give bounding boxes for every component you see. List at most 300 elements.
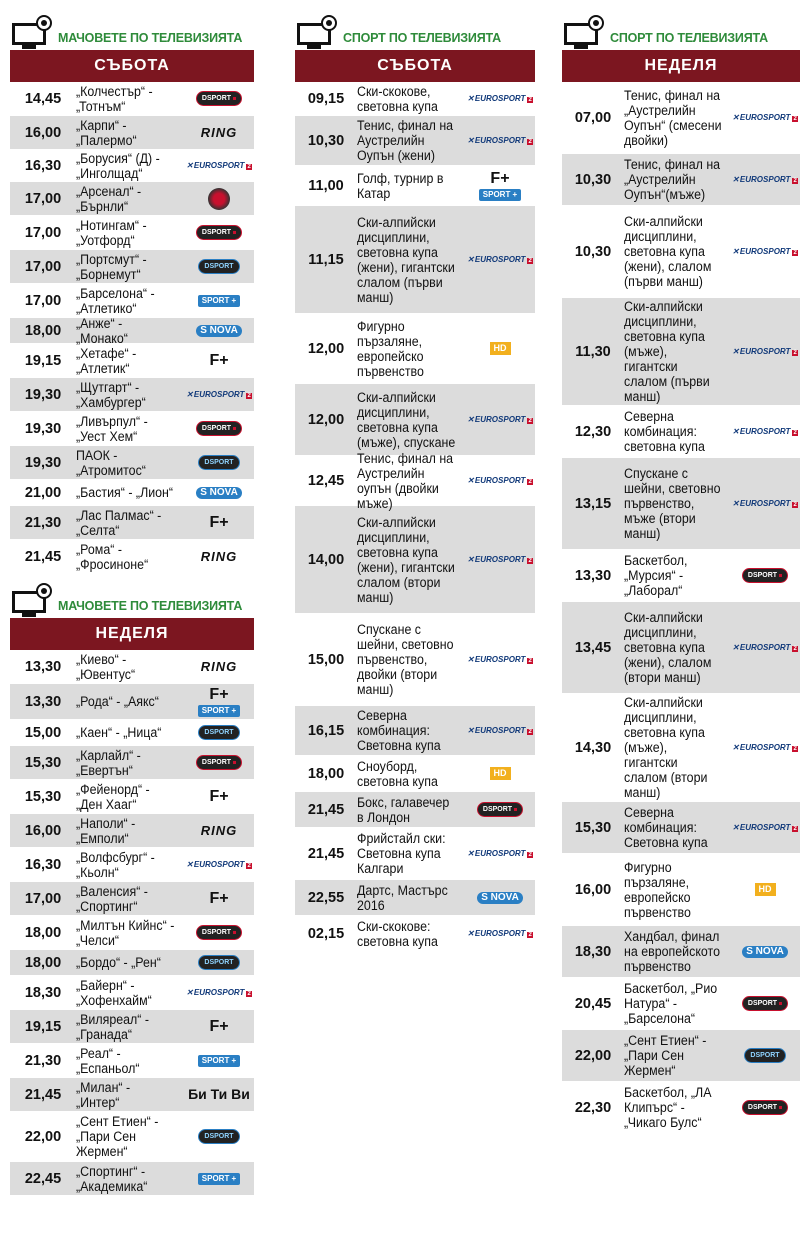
schedule-row: [10, 684, 254, 720]
eurosport-logo: ✕ EUROSPORT 2: [732, 348, 798, 356]
schedule-row: [295, 792, 535, 828]
event-description: „Киево“ - „Ювентус“: [76, 651, 136, 682]
diema-sport2-logo: DSPORT: [198, 725, 239, 740]
schedule-row: [562, 406, 800, 458]
channel-logo: [465, 342, 535, 355]
schedule-row: [10, 1044, 254, 1078]
schedule-row: [10, 116, 254, 150]
schedule-list: [295, 82, 535, 952]
schedule-row: [10, 780, 254, 814]
event-time: 14,30: [574, 739, 612, 756]
event-description: „Борусия“ (Д) - „Инголщад“: [76, 150, 160, 181]
tv-ball-icon: [295, 21, 337, 51]
channel-logo: [184, 824, 254, 837]
event-time: 17,00: [24, 224, 62, 241]
event-time: 21,45: [307, 801, 345, 818]
event-time: 13,15: [574, 495, 612, 512]
event-time: 19,30: [24, 454, 62, 471]
ring-logo: RING: [200, 549, 238, 564]
event-description: „Рода“ - „Аякс“: [76, 694, 159, 709]
channel-logo: [730, 348, 800, 356]
event-time: 14,00: [307, 551, 345, 568]
event-time: 17,00: [24, 258, 62, 275]
channel-logo: [465, 556, 535, 564]
event-time: 18,30: [24, 984, 62, 1001]
schedule-list: [562, 82, 800, 1134]
event-description: „Бордо“ - „Рен“: [76, 955, 161, 970]
event-description: Ски-алпийски дисциплини, световна купа (мъже), гигантски слалом (втори манш): [624, 695, 708, 800]
event-description: Баскетбол, „Рио Натура“ - „Барселона“: [624, 981, 718, 1026]
eurosport-logo: ✕ EUROSPORT 2: [732, 176, 798, 184]
channel-logo: [465, 850, 535, 858]
schedule-row: [562, 1082, 800, 1134]
event-time: 15,00: [307, 651, 345, 668]
schedule-row: [10, 216, 254, 250]
event-time: 09,15: [307, 90, 345, 107]
eurosport-logo: ✕ EUROSPORT 2: [467, 727, 533, 735]
channel-logo: [184, 421, 254, 436]
channel-logo: [730, 176, 800, 184]
column-1: [10, 0, 254, 1196]
channel-logo: [730, 114, 800, 122]
event-description: Ски-алпийски дисциплини, световна купа (жени), слалом (първи манш): [624, 214, 712, 289]
channel-logo: [184, 162, 254, 170]
event-description: Тенис, финал на „Аустрелийн Оупън“(мъже): [624, 157, 721, 202]
section-header-2: [10, 594, 254, 618]
schedule-row: [562, 298, 800, 406]
channel-logo: [730, 824, 800, 832]
event-time: 17,00: [24, 890, 62, 907]
event-description: Ски-скокове, световна купа: [357, 83, 438, 114]
event-description: „Лас Палмас“ - „Селта“: [76, 507, 162, 538]
schedule-row: [295, 614, 535, 706]
channel-logo: [184, 126, 254, 139]
channel-logo: [465, 416, 535, 424]
channel-logo: [184, 455, 254, 470]
schedule-row: [10, 1010, 254, 1044]
channel-logo: [184, 925, 254, 940]
schedule-row: [10, 82, 254, 116]
event-description: „Щутгарт“ - „Хамбургер“: [76, 379, 146, 410]
diema-sport-logo: DSPORT: [477, 802, 523, 817]
event-description: Баскетбол, „ЛА Клипърс“ - „Чикаго Булс“: [624, 1085, 712, 1130]
event-time: 10,30: [307, 132, 345, 149]
schedule-row: [10, 284, 254, 318]
event-time: 18,00: [24, 924, 62, 941]
schedule-row: [295, 314, 535, 384]
event-time: 07,00: [574, 109, 612, 126]
schedule-row: [10, 848, 254, 882]
sport-plus-logo: SPORT +: [198, 295, 240, 307]
channel-logo: [730, 500, 800, 508]
channel-logo: [184, 789, 254, 805]
channel-logo: [184, 550, 254, 563]
schedule-row: [562, 802, 800, 854]
event-description: „Реал“ - „Еспаньол“: [76, 1045, 140, 1076]
eurosport-logo: ✕ EUROSPORT 2: [186, 391, 252, 399]
fplus-sport-logo: [479, 171, 521, 201]
tv-football-icon: [10, 21, 52, 51]
event-description: „Карлайл“ - „Евертън“: [76, 747, 141, 778]
event-description: „Милтън Кийнс“ - „Челси“: [76, 917, 175, 948]
event-time: 21,45: [307, 845, 345, 862]
event-description: Фигурно пързаляне, европейско първенство: [624, 859, 691, 920]
schedule-row: [295, 116, 535, 166]
day-header: НЕДЕЛЯ: [10, 618, 254, 650]
schedule-row: [295, 706, 535, 756]
tv-football-icon: [10, 589, 52, 619]
event-description: Ски-алпийски дисциплини, световна купа (жени), слалом (втори манш): [624, 610, 712, 685]
event-description: „Бастия“ - „Лион“: [76, 485, 174, 500]
channel-logo: [184, 891, 254, 907]
eurosport-logo: ✕ EUROSPORT 2: [467, 416, 533, 424]
channel-logo: [184, 391, 254, 399]
schedule-list: [10, 82, 254, 574]
schedule-row: [10, 182, 254, 216]
channel-logo: [184, 91, 254, 106]
schedule-row: [10, 746, 254, 780]
event-time: 21,00: [24, 484, 62, 501]
event-description: Сноуборд, световна купа: [357, 758, 438, 789]
schedule-row: [10, 976, 254, 1010]
schedule-row: [10, 950, 254, 976]
fplus-logo: F+: [490, 169, 510, 187]
diema-sport2-logo: DSPORT: [198, 1129, 239, 1144]
event-description: „Фейенорд“ - „Ден Хааг“: [76, 781, 150, 812]
channel-logo: [184, 188, 254, 210]
event-time: 15,30: [574, 819, 612, 836]
column-3: [562, 0, 800, 1134]
event-time: 22,55: [307, 889, 345, 906]
eurosport-logo: ✕ EUROSPORT 2: [186, 989, 252, 997]
section-title: МАЧОВЕТЕ ПО ТЕЛЕВИЗИЯТА: [58, 599, 243, 613]
event-time: 17,00: [24, 292, 62, 309]
diema-sport-logo: DSPORT: [742, 1100, 788, 1115]
event-time: 19,15: [24, 352, 62, 369]
sport-plus-logo: SPORT +: [479, 189, 521, 201]
eurosport-logo: ✕ EUROSPORT 2: [467, 556, 533, 564]
channel-logo: [184, 295, 254, 307]
event-time: 16,00: [574, 881, 612, 898]
schedule-row: [562, 550, 800, 602]
event-description: Баскетбол, „Мурсия“ - „Лаборал“: [624, 553, 688, 598]
schedule-row: [562, 602, 800, 694]
channel-logo: [465, 256, 535, 264]
channel-logo: [184, 1087, 254, 1102]
event-time: 10,30: [574, 243, 612, 260]
event-description: „Волфсбург“ - „Кьолн“: [76, 849, 155, 880]
event-description: „Байерн“ - „Хофенхайм“: [76, 977, 152, 1008]
channel-logo: [184, 325, 254, 337]
event-time: 11,30: [575, 343, 611, 360]
eurosport-logo: ✕ EUROSPORT 2: [467, 95, 533, 103]
event-time: 21,30: [24, 1052, 62, 1069]
schedule-list: [10, 650, 254, 1196]
sport-plus-logo: SPORT +: [198, 1055, 240, 1067]
event-time: 13,30: [24, 693, 62, 710]
schedule-row: [10, 882, 254, 916]
schedule-row: [10, 315, 254, 346]
event-time: 12,45: [307, 472, 345, 489]
event-description: „Сент Етиен“ - „Пари Сен Жермен“: [624, 1033, 707, 1078]
schedule-row: [295, 82, 535, 116]
event-description: Тенис, финал на Аустрелийн оупън (двойки мъже): [357, 450, 454, 511]
event-time: 18,00: [24, 954, 62, 971]
btv-logo: Би Ти Ви: [188, 1086, 250, 1102]
event-time: 21,45: [24, 1086, 62, 1103]
day-header: СЪБОТА: [10, 50, 254, 82]
event-time: 14,45: [24, 90, 62, 107]
schedule-row: [10, 1112, 254, 1162]
event-description: „Хетафе“ - „Атлетик“: [76, 345, 137, 376]
event-description: Бокс, галавечер в Лондон: [357, 794, 450, 825]
eurosport-logo: ✕ EUROSPORT 2: [732, 248, 798, 256]
event-description: Северна комбинация: Световна купа: [624, 805, 708, 850]
event-time: 13,30: [574, 567, 612, 584]
event-description: „Сент Етиен“ - „Пари Сен Жермен“: [76, 1114, 159, 1159]
event-time: 16,00: [24, 124, 62, 141]
schedule-row: [562, 1030, 800, 1082]
channel-logo: [465, 802, 535, 817]
event-time: 18,00: [24, 322, 62, 339]
schedule-row: [295, 880, 535, 916]
eurosport-logo: ✕ EUROSPORT 2: [732, 824, 798, 832]
event-description: Тенис, финал на „Аустрелийн Оупън“ (смесени двойки): [624, 87, 722, 148]
diema-sport-logo: DSPORT: [742, 996, 788, 1011]
fplus-logo: F+: [209, 685, 229, 703]
fplus-sport-logo: [198, 687, 240, 717]
event-description: Голф, турнир в Катар: [357, 170, 444, 201]
event-time: 12,00: [307, 411, 345, 428]
bnt-hd-logo: HD: [755, 883, 776, 896]
event-time: 18,00: [307, 765, 345, 782]
event-time: 19,30: [24, 386, 62, 403]
event-description: „Портсмут“ - „Борнемут“: [76, 251, 147, 282]
schedule-row: [295, 166, 535, 206]
schedule-row: [295, 756, 535, 792]
schedule-row: [10, 150, 254, 182]
schedule-row: [10, 250, 254, 284]
channel-logo: [465, 767, 535, 780]
event-description: „Колчестър“ - „Тотнъм“: [76, 83, 153, 114]
diema-sport-logo: DSPORT: [196, 421, 242, 436]
diema-sport-logo: DSPORT: [742, 568, 788, 583]
channel-logo: [184, 1019, 254, 1035]
channel-logo: [184, 955, 254, 970]
event-description: Северна комбинация: световна купа: [624, 409, 705, 454]
event-time: 19,30: [24, 420, 62, 437]
diema-sport2-logo: DSPORT: [198, 955, 239, 970]
channel-logo-icon: [208, 188, 230, 210]
channel-logo: [730, 996, 800, 1011]
eurosport-logo: ✕ EUROSPORT 2: [467, 477, 533, 485]
ring-logo: RING: [200, 659, 238, 674]
nova-sport-logo: S NOVA: [196, 325, 242, 337]
diema-sport2-logo: DSPORT: [198, 455, 239, 470]
event-description: „Виляреал“ - „Гранада“: [76, 1011, 150, 1042]
event-description: „Барселона“ - „Атлетико“: [76, 285, 155, 316]
nova-sport-logo: S NOVA: [742, 946, 788, 958]
channel-logo: [184, 1173, 254, 1185]
diema-sport-logo: DSPORT: [196, 925, 242, 940]
channel-logo: [465, 930, 535, 938]
event-time: 13,45: [574, 639, 612, 656]
schedule-row: [295, 384, 535, 456]
channel-logo: [184, 725, 254, 740]
event-time: 22,00: [574, 1047, 612, 1064]
schedule-row: [562, 154, 800, 206]
event-description: Ски-алпийски дисциплини, световна купа (мъже), гигантски слалом (първи манш): [624, 299, 710, 404]
event-time: 16,30: [24, 856, 62, 873]
fplus-logo: F+: [209, 787, 229, 805]
nova-sport-logo: S NOVA: [196, 487, 242, 499]
channel-logo: [184, 861, 254, 869]
column-2: [295, 0, 535, 952]
eurosport-logo: ✕ EUROSPORT 2: [732, 644, 798, 652]
eurosport-logo: ✕ EUROSPORT 2: [467, 656, 533, 664]
schedule-row: [10, 412, 254, 446]
ring-logo: RING: [200, 125, 238, 140]
schedule-row: [10, 378, 254, 412]
event-description: „Карпи“ - „Палермо“: [76, 117, 137, 148]
schedule-row: [295, 828, 535, 880]
channel-logo: [465, 171, 535, 201]
fplus-logo: F+: [209, 351, 229, 369]
event-time: 17,00: [24, 190, 62, 207]
channel-logo: [184, 1055, 254, 1067]
ring-logo: RING: [200, 823, 238, 838]
event-time: 11,00: [308, 177, 344, 194]
event-time: 21,45: [24, 548, 62, 565]
section-header-4: [562, 26, 800, 50]
channel-logo: [730, 568, 800, 583]
channel-logo: [465, 656, 535, 664]
schedule-row: [10, 540, 254, 574]
event-time: 15,00: [24, 724, 62, 741]
schedule-row: [10, 814, 254, 848]
eurosport-logo: ✕ EUROSPORT 2: [467, 137, 533, 145]
eurosport-logo: ✕ EUROSPORT 2: [732, 500, 798, 508]
channel-logo: [184, 1129, 254, 1144]
fplus-logo: F+: [209, 1017, 229, 1035]
schedule-row: [562, 926, 800, 978]
channel-logo: [184, 660, 254, 673]
event-time: 22,45: [24, 1170, 62, 1187]
event-description: ПАОК - „Атромитос“: [76, 447, 146, 478]
event-time: 16,00: [24, 822, 62, 839]
day-header: НЕДЕЛЯ: [562, 50, 800, 82]
event-description: „Каен“ - „Ница“: [76, 725, 162, 740]
event-time: 16,30: [24, 157, 62, 174]
sport-plus-logo: SPORT +: [198, 705, 240, 717]
tv-ball-icon: [562, 21, 604, 51]
section-title: СПОРТ ПО ТЕЛЕВИЗИЯТА: [610, 31, 768, 45]
schedule-row: [295, 450, 535, 511]
eurosport-logo: ✕ EUROSPORT 2: [467, 850, 533, 858]
diema-sport-logo: DSPORT: [196, 91, 242, 106]
eurosport-logo: ✕ EUROSPORT 2: [732, 744, 798, 752]
sport-plus-logo: SPORT +: [198, 1173, 240, 1185]
event-description: Ски-алпийски дисциплини, световна купа (жени), гигантски слалом (първи манш): [357, 214, 455, 305]
channel-logo: [184, 989, 254, 997]
schedule-row: [562, 458, 800, 550]
event-description: „Спортинг“ - „Академика“: [76, 1163, 148, 1194]
diema-sport2-logo: DSPORT: [744, 1048, 785, 1063]
channel-logo: [184, 515, 254, 531]
event-time: 15,30: [24, 754, 62, 771]
channel-logo: [184, 225, 254, 240]
channel-logo: [465, 892, 535, 904]
channel-logo: [184, 353, 254, 369]
diema-sport-logo: DSPORT: [196, 755, 242, 770]
nova-sport-logo: S NOVA: [477, 892, 523, 904]
schedule-row: [562, 978, 800, 1030]
fplus-logo: F+: [209, 889, 229, 907]
channel-logo: [730, 1100, 800, 1115]
schedule-row: [562, 82, 800, 154]
event-time: 22,30: [574, 1099, 612, 1116]
event-time: 19,15: [24, 1018, 62, 1035]
channel-logo: [184, 755, 254, 770]
event-description: Дартс, Мастърс 2016: [357, 882, 448, 913]
event-time: 22,00: [24, 1128, 62, 1145]
schedule-row: [10, 446, 254, 480]
event-description: Ски-алпийски дисциплини, световна купа (жени), гигантски слалом (втори манш): [357, 514, 455, 605]
channel-logo: [730, 883, 800, 896]
event-time: 16,15: [307, 722, 345, 739]
event-description: „Милан“ - „Интер“: [76, 1079, 131, 1110]
event-description: „Нотингам“ - „Уотфорд“: [76, 217, 147, 248]
event-time: 15,30: [24, 788, 62, 805]
channel-logo: [465, 137, 535, 145]
event-description: Ски-скокове: световна купа: [357, 918, 438, 949]
event-description: „Анже“ - „Монако“: [76, 315, 128, 346]
eurosport-logo: ✕ EUROSPORT 2: [186, 861, 252, 869]
schedule-row: [295, 916, 535, 952]
event-description: Спускане с шейни, световно първенство, двойки (втори манш): [357, 622, 454, 697]
channel-logo: [730, 744, 800, 752]
section-header-1: [10, 26, 254, 50]
event-description: Фигурно пързаляне, европейско първенство: [357, 318, 424, 379]
schedule-row: [10, 650, 254, 684]
eurosport-logo: ✕ EUROSPORT 2: [467, 256, 533, 264]
event-description: „Арсенал“ - „Бърнли“: [76, 183, 142, 214]
channel-logo: [184, 487, 254, 499]
schedule-row: [295, 506, 535, 614]
event-time: 11,15: [308, 251, 344, 268]
fplus-logo: F+: [209, 513, 229, 531]
schedule-row: [10, 720, 254, 746]
schedule-row: [562, 206, 800, 298]
schedule-row: [10, 344, 254, 378]
event-time: 13,30: [24, 658, 62, 675]
bnt-hd-logo: HD: [490, 767, 511, 780]
channel-logo: [465, 727, 535, 735]
schedule-row: [10, 1162, 254, 1196]
eurosport-logo: ✕ EUROSPORT 2: [732, 114, 798, 122]
event-description: Хандбал, финал на европейското първенство: [624, 929, 720, 974]
schedule-row: [10, 1078, 254, 1112]
section-title: МАЧОВЕТЕ ПО ТЕЛЕВИЗИЯТА: [58, 31, 243, 45]
event-description: „Ливърпул“ - „Уест Хем“: [76, 413, 148, 444]
channel-logo: [730, 428, 800, 436]
event-time: 21,30: [24, 514, 62, 531]
section-title: СПОРТ ПО ТЕЛЕВИЗИЯТА: [343, 31, 501, 45]
event-time: 10,30: [574, 171, 612, 188]
event-time: 18,30: [574, 943, 612, 960]
schedule-row: [10, 506, 254, 540]
event-time: 20,45: [574, 995, 612, 1012]
